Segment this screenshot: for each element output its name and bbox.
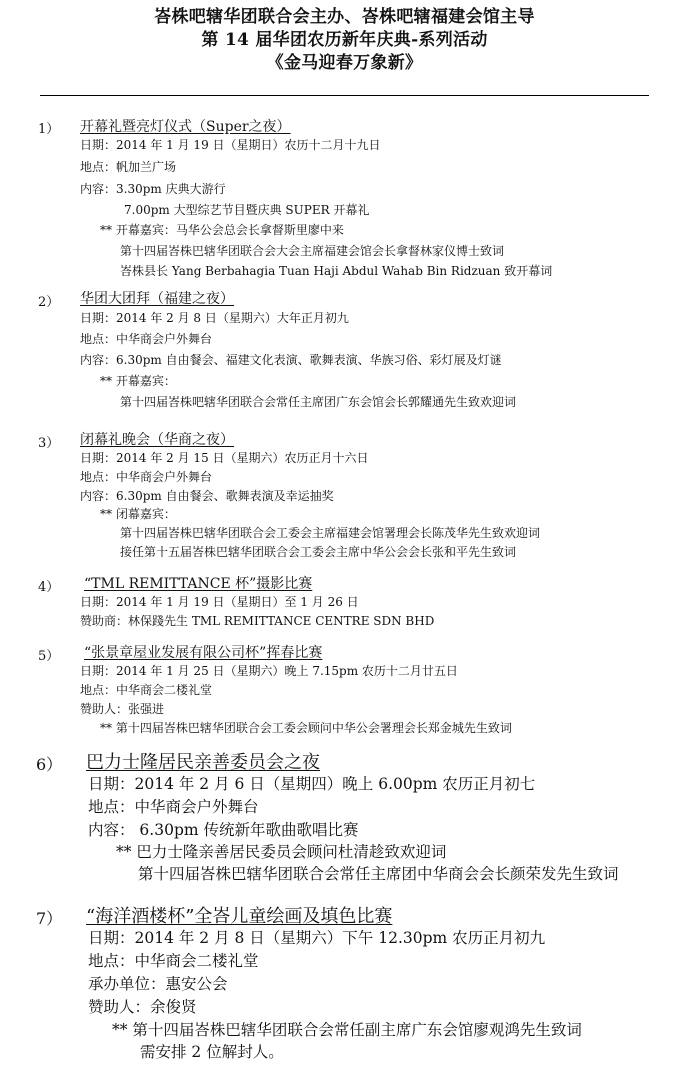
event-venue: 地点：中华商会户外舞台 bbox=[88, 798, 259, 816]
header-event-series: 第 14 届华团农历新年庆典-系列活动 bbox=[201, 30, 488, 50]
header-organizers: 峇株吧辖华团联合会主办、峇株吧辖福建会馆主导 bbox=[154, 7, 535, 27]
event-speech: 第十四届峇株巴辖华团联合会工委会主席福建会馆署理会长陈茂华先生致欢迎词 bbox=[120, 526, 541, 540]
event-speech: 第十四届峇株巴辖华团联合会大会主席福建会馆会长拿督林家仪博士致词 bbox=[120, 244, 505, 258]
event-venue: 地点：中华商会户外舞台 bbox=[80, 470, 213, 484]
event-number: 4） bbox=[38, 580, 60, 595]
event-title: “海洋酒楼杯”全峇儿童绘画及填色比赛 bbox=[86, 906, 393, 927]
event-guest: ** 开幕嘉宾： bbox=[100, 374, 176, 388]
event-number: 3） bbox=[38, 436, 60, 451]
header-divider bbox=[40, 95, 649, 96]
event-date: 日期：2014 年 1 月 19 日（星期日）农历十二月十九日 bbox=[80, 138, 381, 152]
event-guest: ** 闭幕嘉宾： bbox=[100, 507, 176, 521]
event-organizer: 承办单位：惠安公会 bbox=[88, 975, 228, 993]
event-number: 7） bbox=[36, 909, 63, 928]
event-speech: 接任第十五届峇株巴辖华团联合会工委会主席中华公会会长张和平先生致词 bbox=[120, 545, 517, 559]
event-date: 日期：2014 年 2 月 15 日（星期六）农历正月十六日 bbox=[80, 451, 369, 465]
event-number: 6） bbox=[36, 755, 63, 774]
event-date: 日期：2014 年 2 月 8 日（星期六）大年正月初九 bbox=[80, 311, 349, 325]
event-number: 1） bbox=[38, 122, 60, 137]
event-number: 2） bbox=[38, 295, 60, 310]
event-speech: ** 第十四届峇株巴辖华团联合会工委会顾问中华公会署理会长郑金城先生致词 bbox=[100, 721, 512, 735]
event-title: 闭幕礼晚会（华商之夜） bbox=[80, 432, 234, 448]
event-date: 日期：2014 年 1 月 19 日（星期日）至 1 月 26 日 bbox=[80, 595, 359, 609]
event-date: 日期：2014 年 2 月 8 日（星期六）下午 12.30pm 农历正月初九 bbox=[88, 929, 546, 947]
event-date: 日期：2014 年 2 月 6 日（星期四）晚上 6.00pm 农历正月初七 bbox=[88, 775, 536, 793]
event-title: 华团大团拜（福建之夜） bbox=[80, 291, 234, 307]
event-speech: 峇株县长 Yang Berbahagia Tuan Haji Abdul Wahab Bin Ridzuan 致开幕词 bbox=[120, 264, 553, 278]
event-speech: ** 第十四届峇株巴辖华团联合会常任副主席广东会馆廖观鸿先生致词 bbox=[112, 1021, 582, 1039]
event-venue: 地点：帆加兰广场 bbox=[80, 160, 177, 174]
event-venue: 地点：中华商会二楼礼堂 bbox=[80, 683, 213, 697]
event-content: 内容：6.30pm 自由餐会、歌舞表演及幸运抽奖 bbox=[80, 489, 334, 503]
event-content: 内容：3.30pm 庆典大游行 bbox=[80, 182, 226, 196]
event-number: 5） bbox=[38, 649, 60, 664]
event-speech: 第十四届峇株巴辖华团联合会常任主席团中华商会会长颜荣发先生致词 bbox=[138, 865, 619, 883]
header-theme: 《金马迎春万象新》 bbox=[266, 53, 423, 73]
event-note: 需安排 2 位解封人。 bbox=[140, 1043, 284, 1061]
event-guest: ** 开幕嘉宾：马华公会总会长拿督斯里廖中来 bbox=[100, 223, 344, 237]
event-sponsor: 赞助人：张强进 bbox=[80, 702, 165, 716]
event-venue: 地点：中华商会二楼礼堂 bbox=[88, 952, 259, 970]
event-title: “张景章屋业发展有限公司杯”挥春比赛 bbox=[84, 645, 323, 661]
event-date: 日期：2014 年 1 月 25 日（星期六）晚上 7.15pm 农历十二月廿五日 bbox=[80, 664, 458, 678]
event-content-continued: 7.00pm 大型综艺节目暨庆典 SUPER 开幕礼 bbox=[124, 203, 370, 217]
event-sponsor: 赞助人：余俊贤 bbox=[88, 998, 197, 1016]
event-content: 内容： 6.30pm 传统新年歌曲歌唱比赛 bbox=[88, 821, 359, 839]
event-speech: 第十四届峇株吧辖华团联合会常任主席团广东会馆会长郭耀通先生致欢迎词 bbox=[120, 395, 517, 409]
event-title: 巴力士隆居民亲善委员会之夜 bbox=[86, 752, 320, 773]
event-sponsor: 赞助商：林保踐先生 TML REMITTANCE CENTRE SDN BHD bbox=[80, 614, 435, 628]
event-title: 开幕礼暨亮灯仪式（Super之夜） bbox=[80, 119, 291, 135]
document-header bbox=[0, 6, 689, 75]
event-venue: 地点：中华商会户外舞台 bbox=[80, 332, 213, 346]
event-content: 内容：6.30pm 自由餐会、福建文化表演、歌舞表演、华族习俗、彩灯展及灯谜 bbox=[80, 353, 502, 367]
event-speech: ** 巴力士隆亲善居民委员会顾问杜清趁致欢迎词 bbox=[116, 843, 447, 861]
event-title: “TML REMITTANCE 杯”摄影比赛 bbox=[84, 576, 313, 592]
